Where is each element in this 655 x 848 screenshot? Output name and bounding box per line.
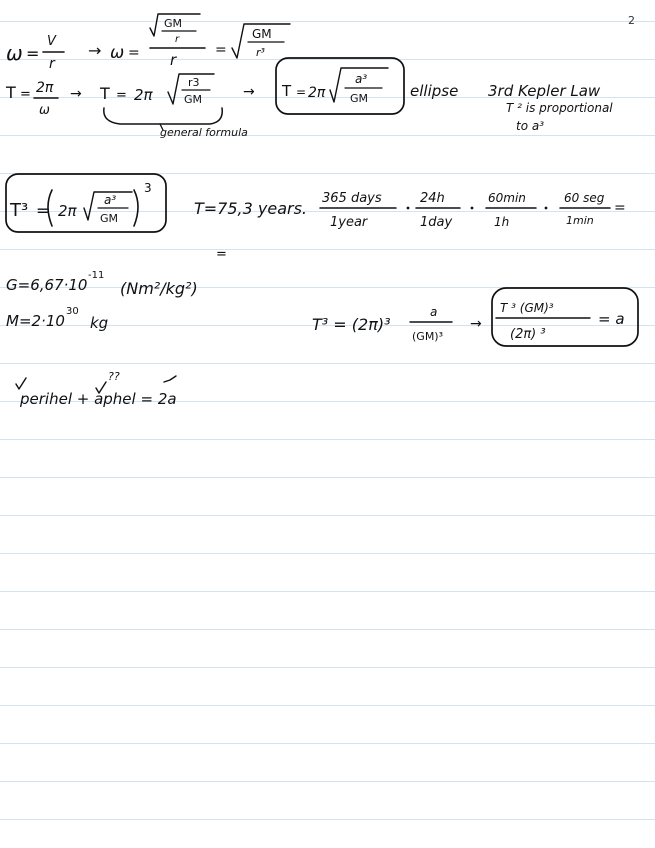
svg-text:2π: 2π (134, 86, 153, 104)
svg-text:=: = (216, 247, 227, 262)
svg-text:(Nm²/kg²): (Nm²/kg²) (120, 279, 198, 298)
svg-text:r³: r³ (256, 46, 265, 59)
svg-text:= a: = a (598, 310, 625, 328)
svg-text:→: → (70, 86, 82, 102)
svg-text:→: → (470, 316, 482, 332)
svg-text:T³ = (2π)³: T³ = (2π)³ (312, 315, 391, 334)
svg-text:T: T (100, 84, 110, 103)
svg-text:r: r (170, 51, 177, 69)
svg-text:=: = (116, 88, 127, 103)
svg-text:GM: GM (252, 27, 272, 41)
svg-text:1h: 1h (494, 215, 510, 229)
svg-text:T³: T³ (10, 200, 29, 221)
svg-text:=: = (296, 85, 307, 99)
svg-text:a³: a³ (355, 72, 368, 86)
svg-text:2π: 2π (36, 80, 54, 96)
svg-text:general formula: general formula (160, 126, 248, 139)
svg-text:24h: 24h (420, 191, 445, 206)
svg-text:=: = (20, 87, 31, 102)
perihel-aphel-note (16, 370, 177, 408)
svg-text:T ² is proportional: T ² is proportional (506, 101, 613, 115)
cubed-period-equation (6, 174, 166, 232)
svg-text:3rd Kepler Law: 3rd Kepler Law (488, 82, 601, 100)
svg-text:30: 30 (66, 306, 79, 317)
svg-text:to a³: to a³ (516, 119, 545, 133)
svg-text:(GM)³: (GM)³ (412, 330, 444, 343)
svg-text:G=6,67·10: G=6,67·10 (6, 276, 88, 294)
svg-text:2π: 2π (58, 202, 77, 220)
svg-text:→: → (243, 84, 255, 100)
svg-text:??: ?? (108, 370, 120, 383)
page-number: 2 (628, 14, 635, 27)
svg-text:V: V (47, 34, 56, 49)
svg-text:GM: GM (184, 93, 203, 106)
period-equation (5, 58, 613, 139)
svg-text:GM: GM (100, 212, 119, 225)
svg-text:perihel + aphel = 2a: perihel + aphel = 2a (20, 390, 177, 408)
svg-text:1min: 1min (566, 214, 594, 227)
svg-text:r: r (175, 34, 180, 45)
svg-text:→: → (88, 41, 102, 60)
svg-text:2π: 2π (308, 85, 326, 101)
svg-text:GM: GM (164, 17, 183, 30)
svg-text:1year: 1year (330, 215, 368, 230)
svg-text:(2π) ³: (2π) ³ (510, 327, 546, 342)
svg-text:T ³ (GM)³: T ³ (GM)³ (500, 301, 554, 315)
svg-text:ω: ω (110, 43, 125, 63)
svg-text:=: = (614, 200, 626, 216)
svg-text:GM: GM (350, 92, 369, 105)
svg-text:ω: ω (6, 41, 23, 65)
svg-text:60 seg: 60 seg (564, 191, 605, 205)
svg-text:kg: kg (90, 314, 109, 332)
svg-text:a: a (430, 305, 438, 319)
svg-text:M=2·10: M=2·10 (6, 312, 65, 330)
svg-text:a³: a³ (104, 193, 117, 207)
svg-text:r: r (49, 56, 55, 72)
svg-text:1day: 1day (420, 215, 453, 230)
constants (6, 270, 198, 332)
svg-text:T=75,3 years.: T=75,3 years. (194, 199, 308, 218)
solve-for-a-equation (312, 288, 638, 346)
svg-text:=: = (215, 42, 227, 58)
svg-text:ω: ω (39, 103, 50, 118)
svg-text:ellipse: ellipse (410, 82, 459, 100)
svg-text:3: 3 (144, 181, 152, 195)
svg-text:=: = (128, 45, 140, 61)
svg-text:T: T (6, 83, 16, 102)
svg-text:365 days: 365 days (322, 191, 382, 206)
angular-velocity-equation (6, 14, 290, 72)
svg-text:=: = (26, 44, 40, 63)
svg-text:r3: r3 (188, 76, 200, 89)
svg-text:T: T (282, 82, 292, 100)
svg-text:60min: 60min (488, 191, 526, 205)
svg-text:-11: -11 (88, 270, 105, 281)
svg-text:=: = (36, 201, 50, 220)
unit-conversion (194, 191, 626, 262)
